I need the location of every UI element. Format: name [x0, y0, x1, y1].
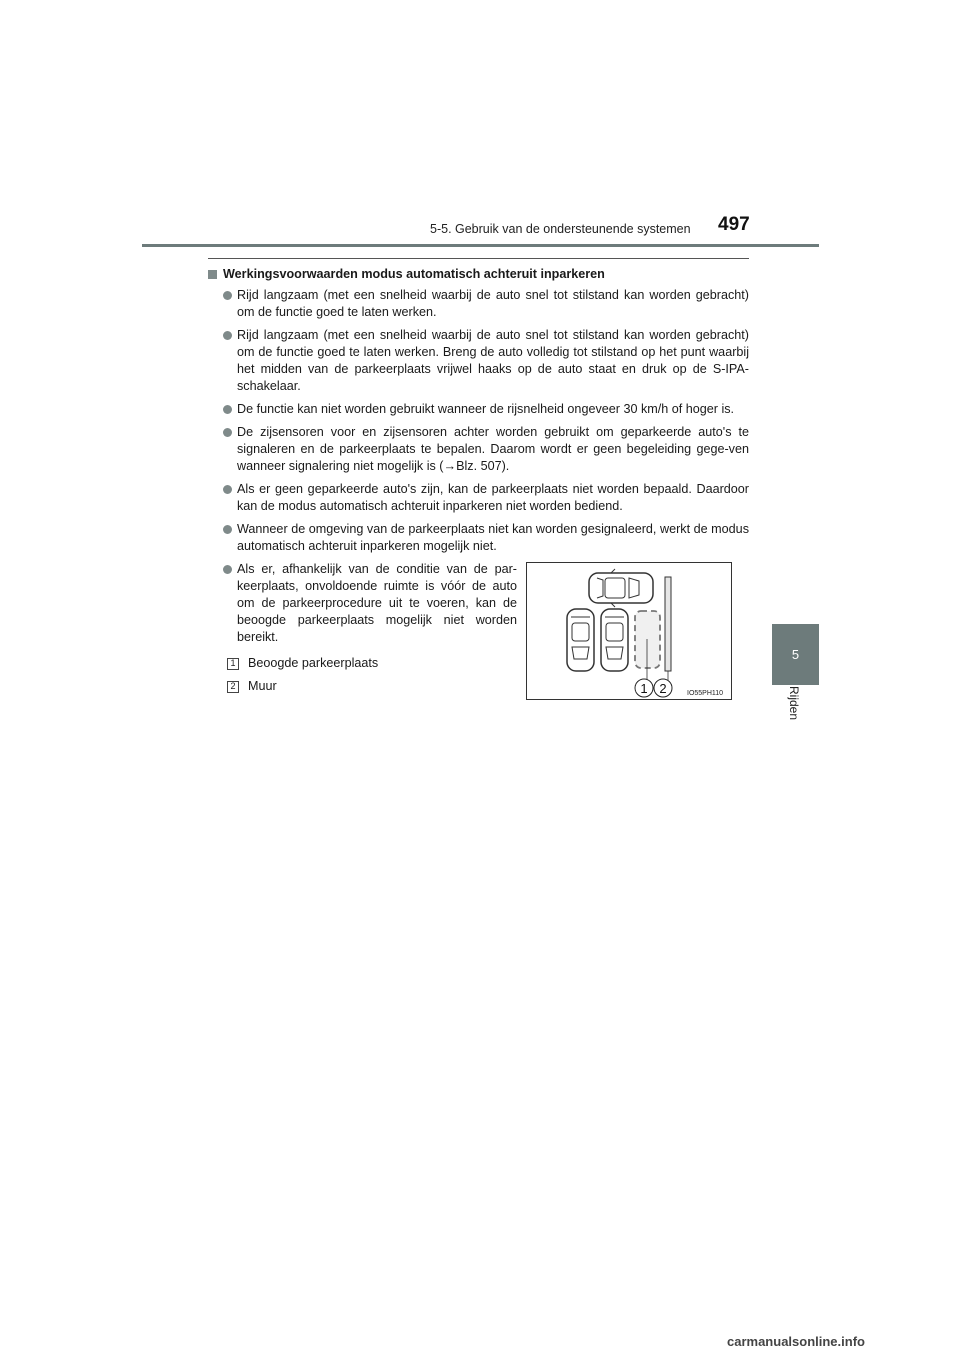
header-title: 5-5. Gebruik van de ondersteunende systemen	[430, 222, 691, 236]
list-item	[208, 481, 749, 515]
list-item-text: Rijd langzaam (met een snelheid waarbij de auto snel tot stilstand kan worden gebracht) om de functie goed te laten werken.	[237, 288, 749, 319]
list-item-text: De zijsensoren voor en zijsensoren achter worden gebruikt om geparkeerde auto's te signaleren en de parkeerplaats te bepalen. Daarom wordt er geen begeleiding gege-ven wanneer signalering niet mogelijk is (→Blz. 507).	[237, 425, 749, 473]
parking-figure	[526, 562, 732, 700]
parking-diagram	[527, 563, 731, 699]
section-heading	[208, 266, 749, 283]
list-item-text: Wanneer de omgeving van de parkeerplaats niet kan worden gesignaleerd, werkt de modus automatisch achteruit inparkeren mogelijk niet.	[237, 522, 749, 553]
page-number: 497	[718, 214, 750, 235]
section-rule	[208, 258, 749, 259]
list-item-text: Als er, afhankelijk van de conditie van de par-keerplaats, onvoldoende ruimte is vóór de auto om de parkeerprocedure uit te voeren, kan de beoogde parkeerplaats mogelijk niet worden bereikt.	[237, 562, 517, 644]
wall-icon	[665, 577, 671, 671]
list-item-text: Rijd langzaam (met een snelheid waarbij de auto snel tot stilstand kan worden gebracht) om de functie goed te laten werken. Breng de auto volledig tot stilstand op het punt waarbij het midden van de parkeerplaats vrijwel haaks op de auto staat en druk op de S-IPA-schakelaar.	[237, 328, 749, 393]
callout-number-icon: 1	[227, 658, 239, 670]
list-item-text: Als er geen geparkeerde auto's zijn, kan de parkeerplaats niet worden bepaald. Daardoor kan de modus automatisch achteruit inparkeren niet worden bediend.	[237, 482, 749, 513]
marker-2-label: 2	[659, 681, 667, 696]
bullet-dot-icon	[223, 485, 232, 494]
bullet-dot-icon	[223, 405, 232, 414]
list-item	[208, 327, 749, 395]
side-tab	[772, 624, 819, 685]
target-parking-space	[635, 611, 660, 668]
side-tab-number: 5	[791, 647, 800, 662]
parked-car-icon	[601, 609, 628, 671]
marker-1-label: 1	[640, 681, 648, 696]
header-rule	[142, 244, 819, 247]
marker-2-icon	[654, 679, 672, 697]
watermark: carmanualsonline.info	[727, 1334, 865, 1349]
list-item-with-figure	[208, 561, 517, 646]
square-bullet-icon	[208, 270, 217, 279]
list-item	[208, 401, 749, 418]
list-item	[208, 287, 749, 321]
bullet-dot-icon	[223, 331, 232, 340]
side-tab-label: Rijden	[787, 686, 801, 721]
marker-1-icon	[635, 679, 653, 697]
list-item	[208, 424, 749, 475]
list-item-text: De functie kan niet worden gebruikt wanneer de rijsnelheid ongeveer 30 km/h of hoger is.	[237, 402, 735, 416]
callout-label: Muur	[248, 679, 277, 693]
bullet-dot-icon	[223, 428, 232, 437]
callout-label: Beoogde parkeerplaats	[248, 656, 379, 670]
bullet-dot-icon	[223, 525, 232, 534]
car-top-view-icon	[589, 569, 653, 607]
parked-car-icon	[567, 609, 594, 671]
list-item	[208, 521, 749, 555]
section-heading-text: Werkingsvoorwaarden modus automatisch achteruit inparkeren	[223, 267, 605, 281]
bullet-dot-icon	[223, 291, 232, 300]
bullet-dot-icon	[223, 565, 232, 574]
figure-code: IO55PH110	[687, 690, 724, 697]
callout-number-icon: 2	[227, 681, 239, 693]
